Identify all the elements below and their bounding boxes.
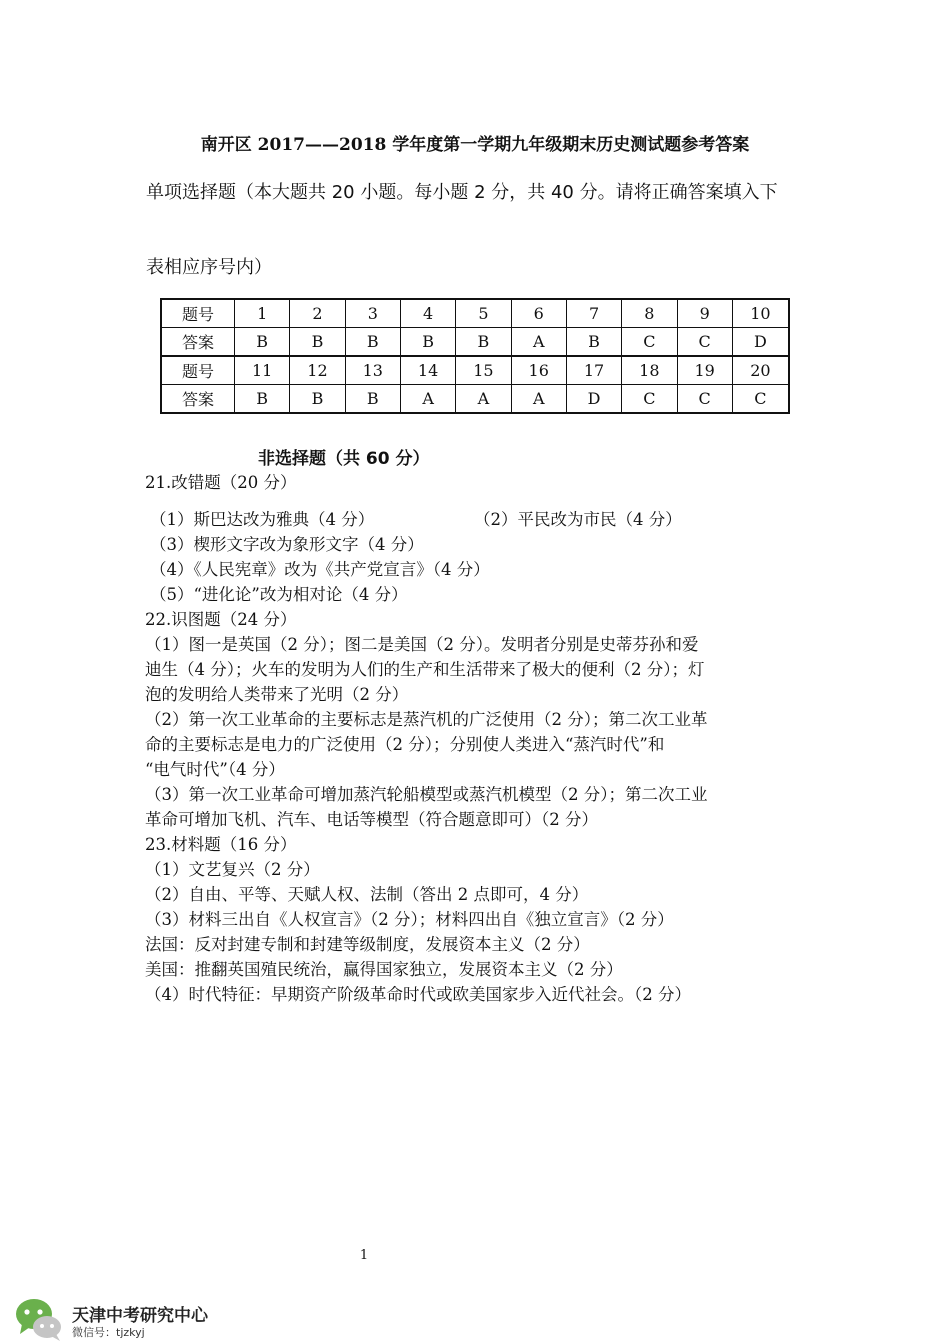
table-cell: 7 <box>566 299 621 328</box>
table-row <box>161 299 789 328</box>
q23-line: 法国：反对封建专制和封建等级制度，发展资本主义（2 分） <box>145 935 590 954</box>
q22-line: “电气时代”（4 分） <box>145 760 285 779</box>
q21-item-1: （1）斯巴达改为雅典（4 分） <box>150 510 375 529</box>
table-cell: B <box>235 328 290 357</box>
table-cell: B <box>235 385 290 414</box>
table-cell: B <box>566 328 621 357</box>
table-cell: 6 <box>511 299 566 328</box>
table-cell: 13 <box>345 356 400 385</box>
q23-line: 美国：推翻英国殖民统治，赢得国家独立，发展资本主义（2 分） <box>145 960 623 979</box>
table-cell: 11 <box>235 356 290 385</box>
section-intro-line-2: 表相应序号内） <box>146 257 272 278</box>
q22-line: （1）图一是英国（2 分）；图二是美国（2 分）。发明者分别是史蒂芬孙和爱 <box>145 635 699 654</box>
table-cell: 8 <box>622 299 677 328</box>
row-header: 答案 <box>161 385 235 414</box>
table-cell: 16 <box>511 356 566 385</box>
table-row <box>161 356 789 385</box>
q22-line: 迪生（4 分）；火车的发明为人们的生产和生活带来了极大的便利（2 分）；灯 <box>145 660 705 679</box>
table-cell: D <box>732 328 789 357</box>
table-cell: 18 <box>622 356 677 385</box>
q23-line: （1）文艺复兴（2 分） <box>145 860 320 879</box>
q21-item-3: （3）楔形文字改为象形文字（4 分） <box>150 535 424 554</box>
table-cell: B <box>456 328 511 357</box>
wechat-chat-bubbles-icon <box>14 1296 64 1342</box>
nonchoice-heading: 非选择题（共 60 分） <box>258 449 430 469</box>
q23-heading: 23.材料题（16 分） <box>145 835 297 854</box>
q21-heading: 21.改错题（20 分） <box>145 473 297 492</box>
footer-wechat-id: 微信号：tjzkyj <box>72 1326 145 1339</box>
table-cell: A <box>456 385 511 414</box>
table-cell: B <box>345 328 400 357</box>
footer-org-name: 天津中考研究中心 <box>72 1306 208 1326</box>
table-cell: 4 <box>400 299 455 328</box>
row-header: 题号 <box>161 356 235 385</box>
page-title: 南开区 2017——2018 学年度第一学期九年级期末历史测试题参考答案 <box>200 135 750 155</box>
table-cell: 20 <box>732 356 789 385</box>
row-header: 答案 <box>161 328 235 357</box>
table-cell: B <box>400 328 455 357</box>
table-cell: 10 <box>732 299 789 328</box>
table-cell: C <box>622 385 677 414</box>
table-cell: A <box>511 385 566 414</box>
q23-line: （3）材料三出自《人权宣言》（2 分）；材料四出自《独立宣言》（2 分） <box>145 910 674 929</box>
table-cell: C <box>677 328 732 357</box>
table-cell: 5 <box>456 299 511 328</box>
q22-line: （3）第一次工业革命可增加蒸汽轮船模型或蒸汽机模型（2 分）；第二次工业 <box>145 785 708 804</box>
q21-item-2: （2）平民改为市民（4 分） <box>474 510 682 529</box>
q22-line: 命的主要标志是电力的广泛使用（2 分）；分别使人类进入“蒸汽时代”和 <box>145 735 665 754</box>
table-cell: 2 <box>290 299 345 328</box>
q22-heading: 22.识图题（24 分） <box>145 610 297 629</box>
table-cell: 19 <box>677 356 732 385</box>
table-cell: 17 <box>566 356 621 385</box>
table-cell: 12 <box>290 356 345 385</box>
table-cell: 15 <box>456 356 511 385</box>
q22-line: 泡的发明给人类带来了光明（2 分） <box>145 685 409 704</box>
table-cell: D <box>566 385 621 414</box>
table-cell: C <box>732 385 789 414</box>
row-header: 题号 <box>161 299 235 328</box>
q21-item-4: （4）《人民宪章》改为《共产党宣言》（4 分） <box>150 560 490 579</box>
table-cell: 3 <box>345 299 400 328</box>
q21-item-5: （5）“进化论”改为相对论（4 分） <box>150 585 408 604</box>
table-cell: 14 <box>400 356 455 385</box>
table-row <box>161 328 789 357</box>
section-intro-line-1: 单项选择题（本大题共 20 小题。每小题 2 分，共 40 分。请将正确答案填入下 <box>146 182 778 203</box>
answer-table <box>160 298 790 414</box>
table-cell: B <box>345 385 400 414</box>
table-cell: B <box>290 328 345 357</box>
q22-line: （2）第一次工业革命的主要标志是蒸汽机的广泛使用（2 分）；第二次工业革 <box>145 710 708 729</box>
q23-line: （4）时代特征：早期资产阶级革命时代或欧美国家步入近代社会。（2 分） <box>145 985 691 1004</box>
table-cell: C <box>677 385 732 414</box>
q23-line: （2）自由、平等、天赋人权、法制（答出 2 点即可，4 分） <box>145 885 589 904</box>
page-number: 1 <box>359 1248 369 1263</box>
q22-line: 革命可增加飞机、汽车、电话等模型（符合题意即可）（2 分） <box>145 810 598 829</box>
table-cell: 1 <box>235 299 290 328</box>
table-cell: 9 <box>677 299 732 328</box>
table-cell: B <box>290 385 345 414</box>
table-cell: C <box>622 328 677 357</box>
table-cell: A <box>511 328 566 357</box>
table-cell: A <box>400 385 455 414</box>
table-row <box>161 385 789 414</box>
